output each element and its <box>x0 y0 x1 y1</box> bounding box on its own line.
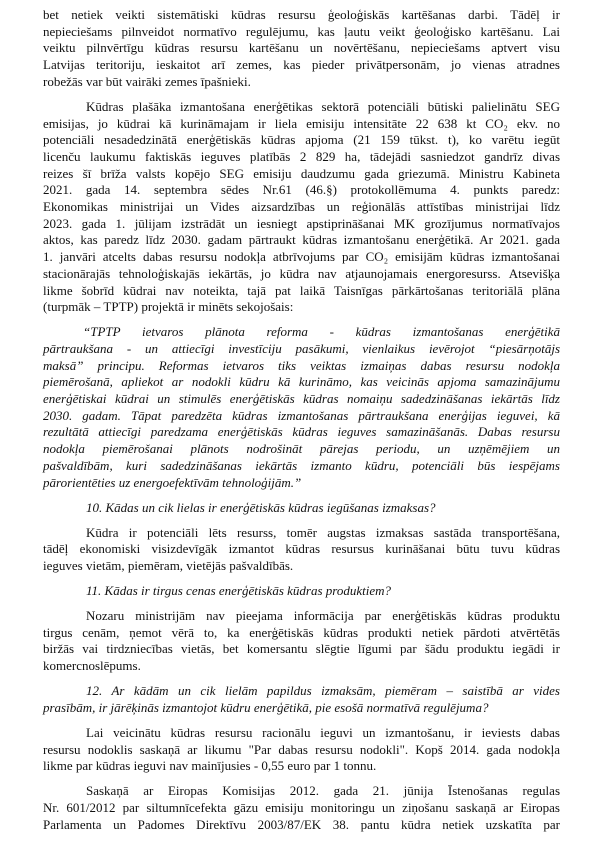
text-line: 2030. gadam. Tāpat paredzēta kūdras izmantošanas pārtraukšana enerģijas ieguvei, kā <box>43 407 560 423</box>
text-line: pašvaldībām, kuri sadedzināšanas iekārtās izmanto kūdru, potenciāli būs iespējams <box>43 457 560 473</box>
text-line: prasībām, ir jārēķinās izmantojot kūdru enerģētikā, pie esošā normatīvā regulējuma? <box>43 699 489 715</box>
text-line: licenču laukumu faktiskās ieguves platībās 2 829 ha, tādejādi sasniedzot gandrīz divas <box>43 148 560 164</box>
text-line: 12. Ar kādām un cik lielām papildus izmaksām, piemēram – saistībā ar vides <box>86 683 560 699</box>
question-heading <box>43 583 560 600</box>
text-line: Lai veicinātu kūdras resursu racionālu ieguvi un izmantošanu, ir ieviests dabas <box>86 724 560 740</box>
text-line: tādēļ ekonomiski visizdevīgāk izmantot kūdras resursus kurināšanai būtu tuvu kūdras <box>43 541 560 557</box>
text-line: enerģētiskai kūdrai un stimulēs enerģētiskās kūdras nomaiņu sadedzināšanas iekārtās līdz <box>43 391 560 407</box>
text-line: robežās var būt vairāki zemes īpašnieki. <box>43 73 251 89</box>
text-line: nodokļa piemērošanai plānots nodrošināt pārejas periodu, un uzņēmējiem un <box>43 441 560 457</box>
text-line: “TPTP ietvaros plānota reforma - kūdras izmantošanas enerģētikā <box>83 324 560 340</box>
question-heading <box>43 683 560 716</box>
text-line: nepieciešams pilnveidot normatīvo regulējumu, kas ļautu veikt ģeoloģisko kartēšanu. Lai <box>43 23 560 39</box>
block-quote <box>43 324 560 491</box>
text-line: maksā” principu. Reformas ietvaros tiks veiktas izmaiņas dabas resursu nodokļa <box>43 357 560 373</box>
paragraph <box>43 99 560 316</box>
text-line: veiktu pilnvērtīgu kūdras resursu kartēšanu un novērtēšanu, nepieciešams aptvert visu <box>43 40 560 56</box>
text-line: 1. janvāri atcelts dabas resursu nodokļa atbrīvojums par CO₂ emisijām kūdras izmantošanai <box>43 249 560 265</box>
paragraph <box>43 725 560 775</box>
text-line: reizes šī brīža valsts kopējo SEG emisiju daudzumu gada griezumā. Ministru Kabineta <box>43 165 560 181</box>
text-line: piemērošanā, apliekot ar nodokli kūdru kā kurināmo, kas veicinās apjoma samazinājumu <box>43 374 560 390</box>
document-page <box>43 7 560 842</box>
text-line: 11. Kādas ir tirgus cenas enerģētiskās kūdras produktiem? <box>86 582 391 598</box>
text-line: komercnoslēpums. <box>43 658 141 674</box>
text-line: tirgus cenām, ņemot vērā to, ka enerģētiskās kūdras produkti netiek pārdoti atvērtētās <box>43 624 560 640</box>
text-line: rezultātā attiecīgi paredzama enerģētiskās kūdras ieguves samazināšanās. Dabas resursu <box>43 424 560 440</box>
text-line: aktos, kas paredz līdz 2030. gadam pārtraukt kūdras izmantošanu enerģētikā. Ar 2021. gada <box>43 232 560 248</box>
text-line: stacionārajās tehnoloģiskajās iekārtās, jo kūdra nav atjaunojamais energoresurss. Atsevišķa <box>43 265 560 281</box>
text-line: resursu nodoklis saskaņā ar likumu "Par dabas resursu nodokli". Kopš 2014. gada nodokļa <box>43 741 560 757</box>
text-line: Nozaru ministrijām nav pieejama informācija par enerģētiskās kūdras produktu <box>86 607 560 623</box>
text-line: 10. Kādas un cik lielas ir enerģētiskās kūdras iegūšanas izmaksas? <box>86 499 436 515</box>
text-line: Ekonomikas ministrijai un Vides aizsardzības un reģionālās attīstības ministrijai līdz <box>43 199 560 215</box>
text-line: likme šobrīd kūdrai nav noteikta, tajā pat laikā Taisnīgas pārkārtošanas teritoriālā plāna <box>43 282 560 298</box>
text-line: Kūdras plašāka izmantošana enerģētikas sektorā potenciāli būtiski palielinātu SEG <box>86 98 560 114</box>
text-line: Saskaņā ar Eiropas Komisijas 2012. gada 21. jūnija Īstenošanas regulas <box>86 783 560 799</box>
text-line: Parlamenta un Padomes Direktīvu 2003/87/EK 38. pantu kūdra netiek uzskatīta par <box>43 816 560 832</box>
text-line: potenciāli nesadedzinātā enerģētiskās kūdras apjoma (21 159 tūkst. t), ko varētu iegūt <box>43 132 560 148</box>
text-line: ieguves vietām, piemēram, vietējās pašvaldībās. <box>43 557 294 573</box>
question-heading <box>43 500 560 517</box>
text-line: Latvijas teritoriju, ieskaitot arī zemes, kas pieder privātpersonām, jo vienas atradnes <box>43 57 560 73</box>
text-line: likme par kūdras ieguvi nav mainījusies - 0,55 euro par 1 tonnu. <box>43 758 377 774</box>
text-line: pārtraukšana - un attiecīgi investīciju pasākumi, vienlaikus ievērojot “piesārņotājs <box>43 340 560 356</box>
text-line: Nr. 601/2012 par siltumnīcefekta gāzu emisiju monitoringu un ziņošanu saskaņā ar Eiropas <box>43 799 560 815</box>
text-line: biržās vai tirdzniecības vietās, bet komersantu slēgtie līgumi par šādu produktu iegādi ir <box>43 641 560 657</box>
text-line: 2023. gada 1. jūlijam izstrādāt un iesniegt apstiprināšanai MK grozījumus normatīvajos <box>43 215 560 231</box>
paragraph <box>43 525 560 575</box>
paragraph <box>43 608 560 675</box>
text-line: emisijas, jo kūdrai kā kurināmajam ir liela emisiju intensitāte 22 638 kt CO₂ ekv. no <box>43 115 560 131</box>
paragraph <box>43 783 560 833</box>
text-line: bet netiek veikti sistemātiski kūdras resursu ģeoloģiskās kartēšanas darbi. Tādēļ ir <box>43 7 560 22</box>
text-line: Kūdra ir potenciāli lēts resurss, tomēr augstas izmaksas sastāda transportēšana, <box>86 524 560 540</box>
text-line: (turpmāk – TPTP) projektā ir minēts sekojošais: <box>43 299 294 315</box>
text-line: pārorientēties uz energoefektīvām tehnoloģijām.” <box>43 474 302 490</box>
text-line: 2021. gada 14. septembra sēdes Nr.61 (46.§) protokollēmuma 4. punkts paredz: <box>43 182 560 198</box>
paragraph <box>43 7 560 91</box>
